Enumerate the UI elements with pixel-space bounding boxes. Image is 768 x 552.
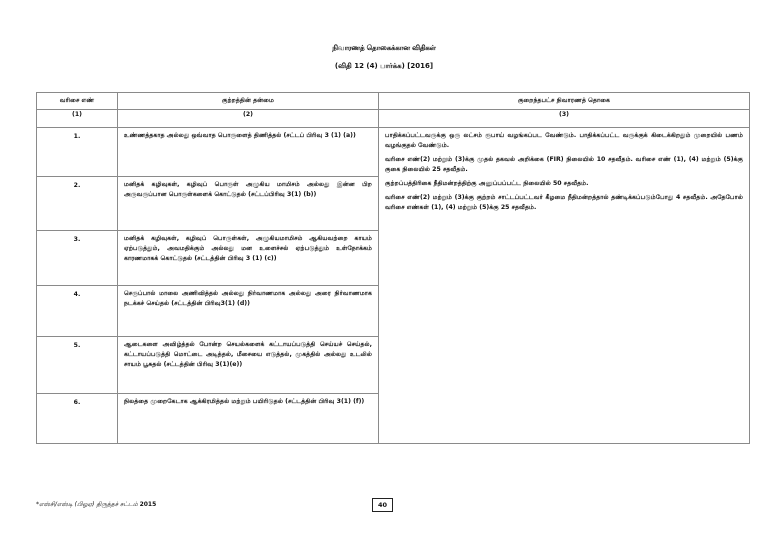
footer-note: [36, 501, 156, 509]
footer-note-text: *எஸ்சி/எஸ்டி (பிஓஏ) திருத்தச் சட்டம்: [36, 501, 138, 508]
relief-amount-cell: [379, 128, 750, 444]
serial-number: 1.: [37, 128, 118, 177]
serial-number: 3.: [37, 231, 118, 286]
serial-number: 5.: [37, 337, 118, 394]
page-number: 40: [372, 498, 393, 512]
column-number: (1): [37, 110, 118, 128]
column-number: (3): [379, 110, 750, 128]
relief-amount-table: [36, 92, 750, 444]
table-row: [37, 128, 750, 177]
relief-paragraph: குற்றப்பத்திரிகை நீதிமன்றத்திற்கு அனுப்பப்பட்ட நிலையில் 50 சதவீதம்.: [385, 180, 589, 187]
offence-description: செருப்பால் மாலை அணிவித்தல் அல்லது நிர்வாணமாக அல்லது அரை நிர்வாணமாக நடக்கச் செய்தல் (சட்டத்தின் பிரிவு3(1) (d)): [118, 286, 379, 337]
header-nature-of-offence: குற்றத்தின் தன்மை: [118, 93, 379, 110]
offence-description: மனிதக் கழிவுகள், கழிவுப் பொருள்கள், அழுகியமாமிசம் ஆகியவற்றை காயம் ஏற்படுத்தும், அவமதிக்கும் அல்லது மன உளைச்சல் ஏற்படுத்தும் உள்நோக்கம் காரணமாகக் கொட்டுதல் (சட்டத்தின் பிரிவு 3 (1) (c)): [118, 231, 379, 286]
footer-note-year: 2015: [139, 501, 157, 508]
offence-description: நிலத்தை முறைகேடாக ஆக்கிரமித்தல் மற்றும் பயிரிடுதல் (சட்டத்தின் பிரிவு 3(1) (f)): [118, 394, 379, 444]
relief-paragraph: பாதிக்கப்பட்டவருக்கு ஒரு லட்சம் ரூபாய் வழங்கப்பட வேண்டும். பாதிக்கப்பட்ட வருக்குக் கிடைக்கிறதும் முறையில் பணம் வழங்குதல் வேண்டும்.: [385, 132, 743, 149]
offence-description: மனிதக் கழிவுகள், கழிவுப் பொருள் அழுகிய மாமிசம் அல்லது இன்ன பிற அருவருப்பான பொருள்களைக் கொட்டுதல் (சட்டப்பிரிவு 3(1) (b)): [118, 177, 379, 231]
relief-paragraph: வரிசை எண்(2) மற்றும் (3)க்கு குற்றம் சாட்டப்பட்டவர் கீழமை நீதிமன்றத்தால் தண்டிக்கப்படும்போது 4 சதவீதம். அதேபோல் வரிசை எண்கள் (1), (4) மற்றும் (5)க்கு 25 சதவீதம்.: [385, 194, 743, 211]
serial-number: 6.: [37, 394, 118, 444]
serial-number: 4.: [37, 286, 118, 337]
column-number-row: [37, 110, 750, 128]
header-minimum-relief: குறைந்தபட்ச நிவாரணத் தொகை: [379, 93, 750, 110]
header-serial-number: வரிசை எண்: [37, 93, 118, 110]
column-number: (2): [118, 110, 379, 128]
table-header-row: [37, 93, 750, 110]
offence-description: உண்ணத்தகாத அல்லது ஒவ்வாத பொருளைத் திணித்தல் (சட்டப் பிரிவு 3 (1) (a)): [118, 128, 379, 177]
offence-description: ஆடைகளை அவிழ்த்தல் போன்ற செயல்களைக் கட்டாயப்படுத்தி செய்யச் செய்தல், கட்டாயப்படுத்தி மொட்டை அடித்தல், மீசையை எடுத்தல், முகத்தில் அல்லது உடலில் சாயம் பூசுதல் (சட்டத்தின் பிரிவு 3(1)(e)): [118, 337, 379, 394]
relief-paragraph: வரிசை எண்(2) மற்றும் (3)க்கு முதல் தகவல் அறிக்கை (FIR) நிலையில் 10 சதவீதம். வரிசை எண் (1), (4) மற்றும் (5)க்கு குகை நிலையில் 25 சதவீதம்.: [385, 156, 743, 173]
document-subtitle: (விதி 12 (4) பார்க்க) [2016]: [334, 62, 434, 70]
document-title: நிவாரணத் தொகைக்கான விதிகள்: [332, 44, 436, 52]
serial-number: 2.: [37, 177, 118, 231]
